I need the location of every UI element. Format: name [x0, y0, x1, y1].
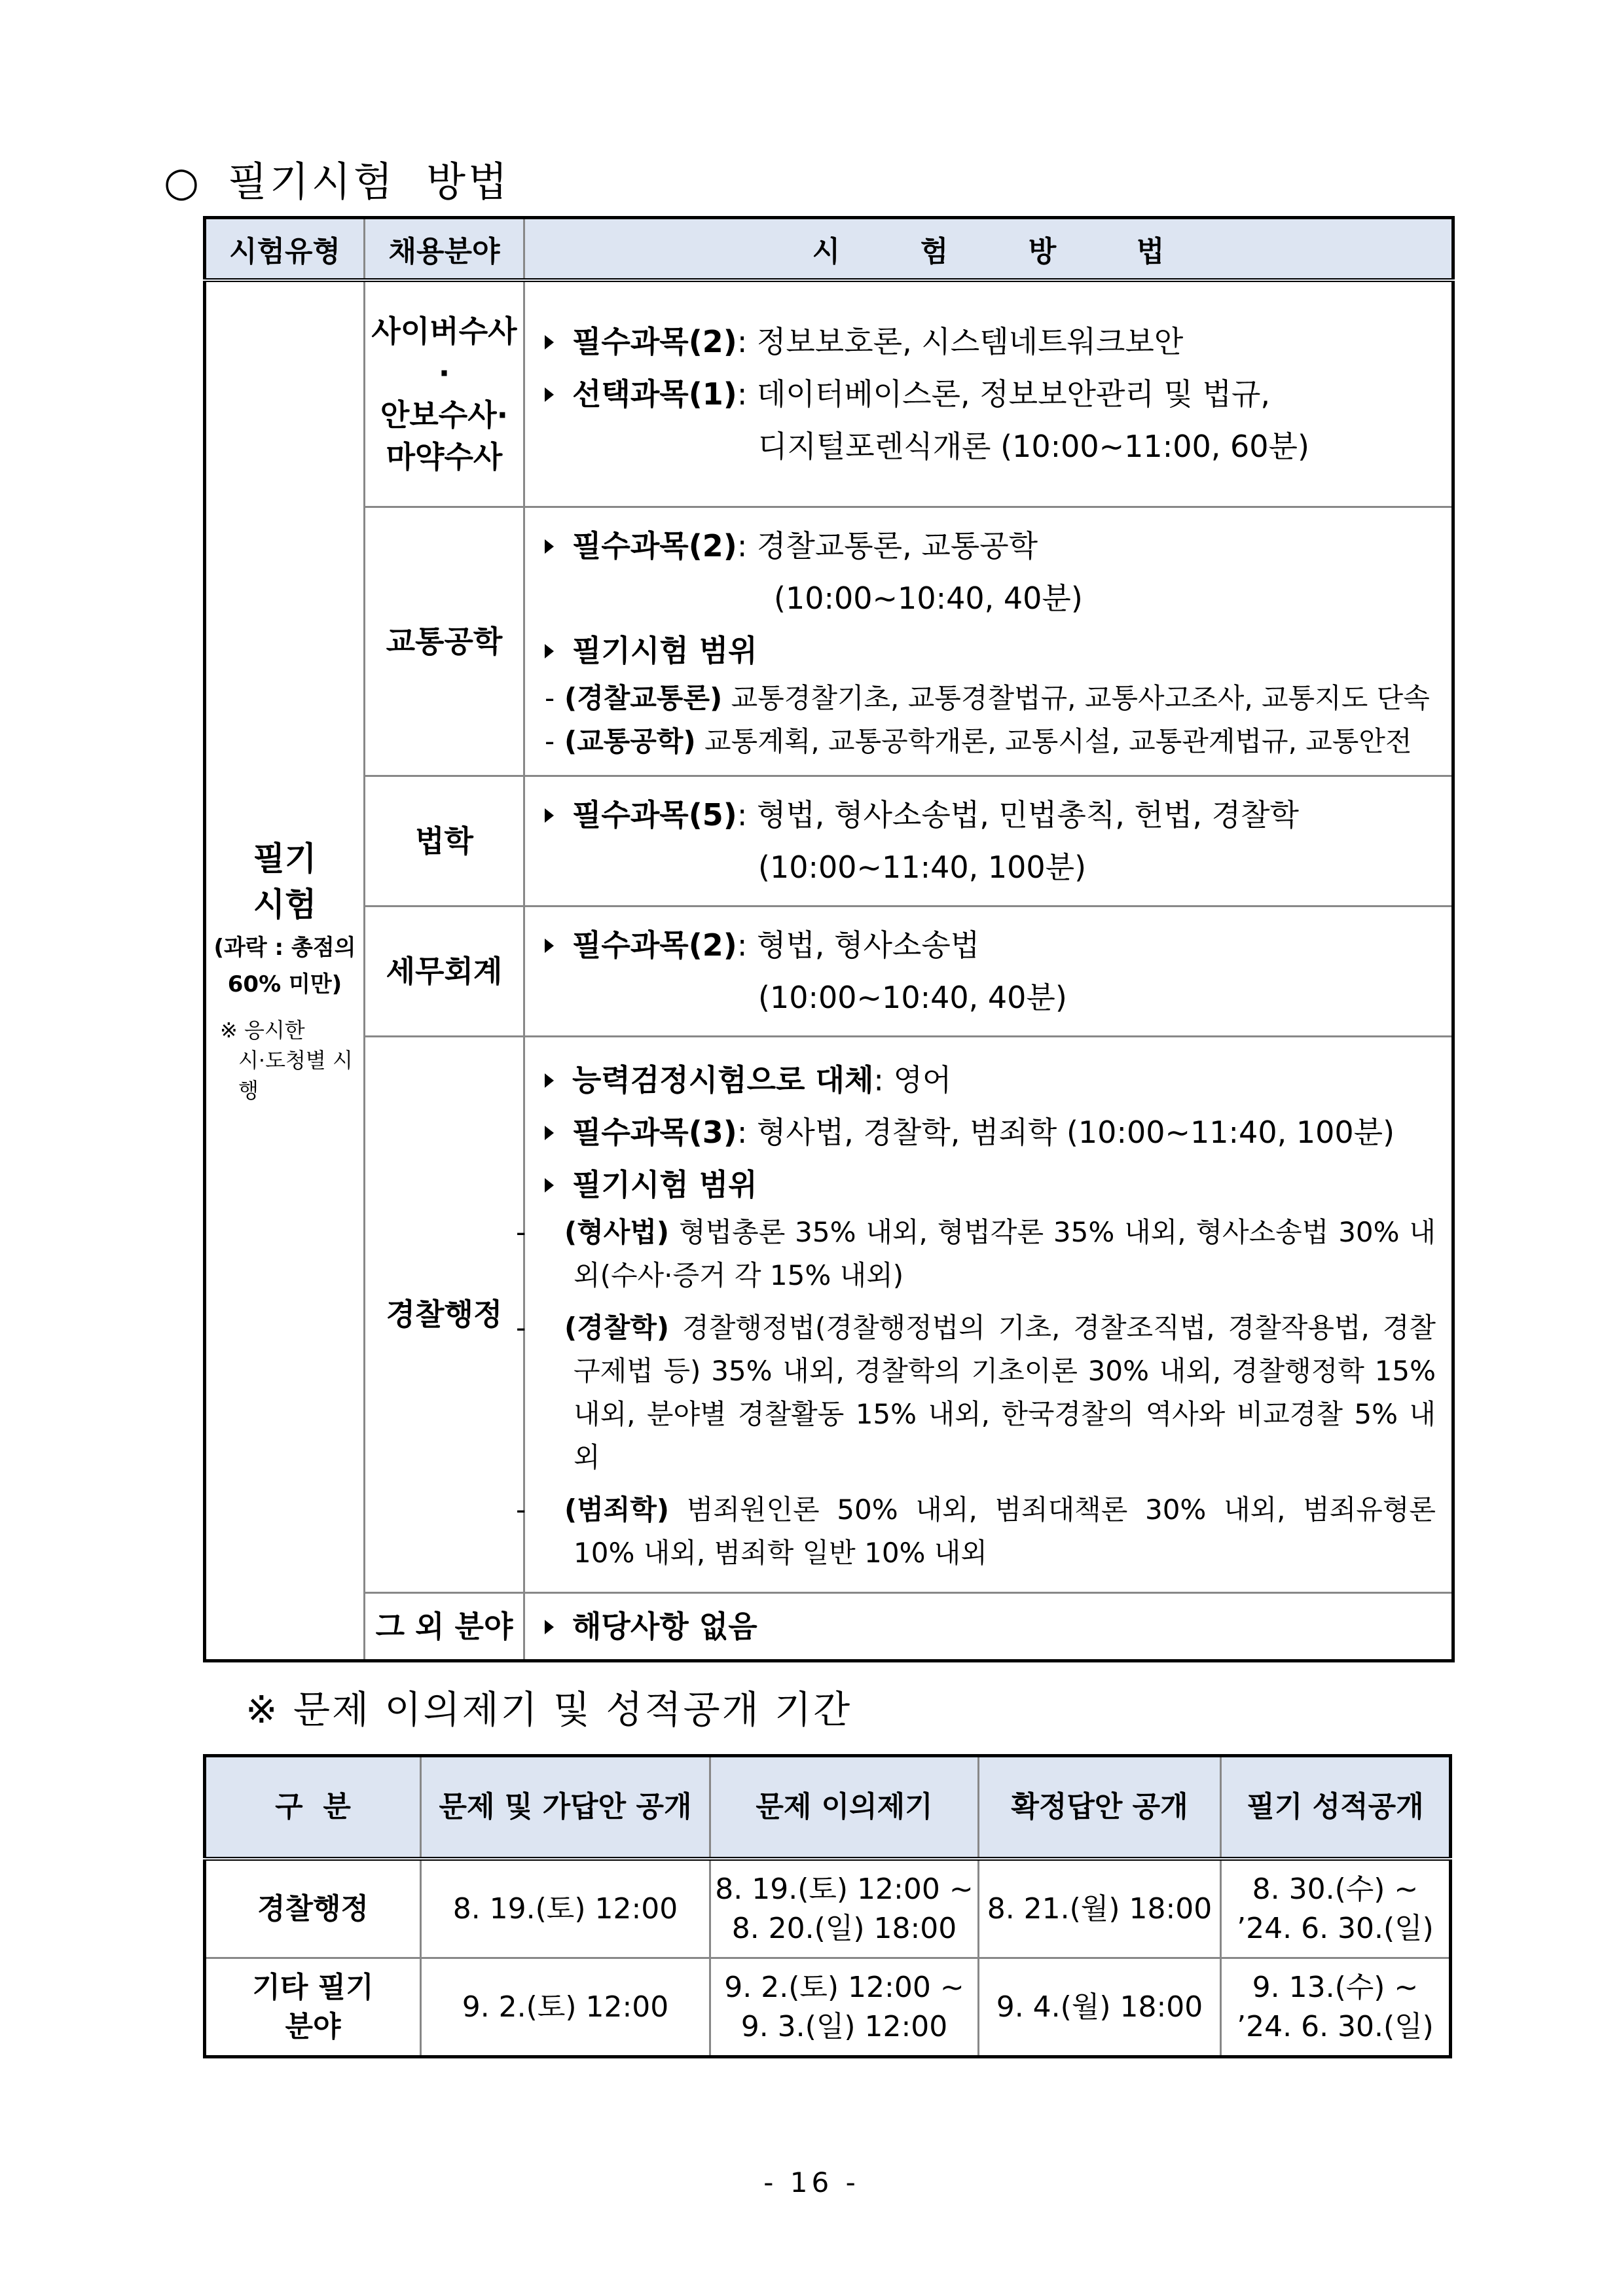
objection-end: 8. 20.(일) 18:00: [731, 1911, 957, 1945]
fail-criteria-1: (과락 : 총점의: [213, 934, 356, 961]
exam-type-cell: [205, 280, 365, 1660]
required-text: : 정보보호론, 시스템네트워크보안: [737, 323, 1184, 359]
scope-text: 교통경찰기초, 교통경찰법규, 교통사고조사, 교통지도 단속: [722, 681, 1430, 714]
scope-line: - (경찰교통론) 교통경찰기초, 교통경찰법규, 교통사고조사, 교통지도 단속: [545, 681, 1430, 714]
required-label: 필수과목(2): [572, 927, 737, 963]
field-police-admin: 경찰행정: [365, 1036, 524, 1592]
triangle-bullet-icon: [545, 1126, 554, 1140]
section-heading-text: 필기시험 방법: [228, 158, 510, 206]
schedule-row-name-line1: 경찰행정: [257, 1892, 369, 1926]
method-line: [545, 1600, 1436, 1653]
method-line: [545, 1158, 1436, 1211]
exam-row-law: [205, 776, 1453, 906]
required-label: 필수과목(3): [572, 1115, 737, 1150]
method-line: [545, 919, 1436, 971]
triangle-bullet-icon: [545, 808, 554, 823]
schedule-table: [203, 1754, 1452, 2058]
schedule-header-answer-release: 문제 및 가답안 공개: [421, 1756, 710, 1859]
method-line: [545, 368, 1436, 420]
circle-bullet-icon: ○: [164, 158, 202, 206]
method-line: (10:00~10:40, 40분): [774, 580, 1083, 616]
schedule-header-category: 구 분: [205, 1756, 421, 1859]
method-police-admin: [516, 1036, 1453, 1592]
schedule-header-objection: 문제 이의제기: [710, 1756, 979, 1859]
scope-line: - (경찰학) 경찰행정법(경찰행정법의 기초, 경찰조직법, 경찰작용법, 경찰구제법 등) 35% 내외, 경찰학의 기초이론 30% 내외, 경찰행정학 15% 내외, 분야별 경찰활동 15% 내외, 한국경찰의 역사와 비교경찰 5% 내외: [516, 1312, 1436, 1473]
field-cyber-line-3: 마약수사: [386, 439, 503, 475]
exam-row-traffic: [205, 507, 1453, 776]
score-release-start: 8. 30.(수) ~: [1252, 1872, 1419, 1906]
schedule-cell-objection: [710, 1958, 979, 2057]
scope-label: 필기시험 범위: [572, 632, 757, 668]
schedule-heading: ※ 문제 이의제기 및 성적공개 기간: [246, 1687, 852, 1732]
objection-start: 9. 2.(토) 12:00 ~: [724, 1970, 964, 2004]
required-label: 필수과목(5): [572, 797, 737, 833]
note-line-2: 시·도청별 시행: [238, 1047, 353, 1103]
page-number: - 16 -: [763, 2166, 860, 2198]
exam-type-title-1: 필기: [253, 839, 317, 878]
triangle-bullet-icon: [545, 1178, 554, 1193]
exam-type-title-2: 시험: [253, 885, 317, 924]
scope-label: 필기시험 범위: [572, 1167, 757, 1202]
method-line: [545, 1106, 1436, 1158]
exam-row-police-admin: [205, 1036, 1453, 1592]
triangle-bullet-icon: [545, 1620, 554, 1634]
schedule-header-final-answer: 확정답안 공개: [979, 1756, 1221, 1859]
schedule-cell-score-release: [1221, 1958, 1451, 2057]
method-line: [545, 789, 1436, 841]
schedule-header-row: [205, 1756, 1451, 1859]
schedule-cell-final-answer: 9. 4.(월) 18:00: [979, 1958, 1221, 2057]
scope-text: 범죄원인론 50% 내외, 범죄대책론 30% 내외, 범죄유형론 10% 내외, 범죄학 일반 10% 내외: [574, 1494, 1436, 1569]
field-other: 그 외 분야: [365, 1592, 524, 1660]
scope-text: 경찰행정법(경찰행정법의 기초, 경찰조직법, 경찰작용법, 경찰구제법 등) 35% 내외, 경찰학의 기초이론 30% 내외, 경찰행정학 15% 내외, 분야별 경찰활동 15% 내외, 한국경찰의 역사와 비교경찰 5% 내외: [574, 1312, 1436, 1473]
method-line: [545, 315, 1436, 368]
schedule-cell-answer-release: 9. 2.(토) 12:00: [421, 1958, 710, 2057]
schedule-header-score-release: 필기 성적공개: [1221, 1756, 1451, 1859]
header-field: 채용분야: [365, 218, 524, 281]
score-release-end: ’24. 6. 30.(일): [1237, 1911, 1434, 1945]
fail-criteria-2: 60% 미만): [227, 971, 342, 997]
required-label: 필수과목(2): [572, 528, 737, 564]
scope-text: 형법총론 35% 내외, 형법각론 35% 내외, 형사소송법 30% 내외(수사·증거 각 15% 내외): [574, 1216, 1436, 1291]
field-cyber-line-2: 안보수사·: [380, 397, 509, 433]
schedule-cell-final-answer: 8. 21.(월) 18:00: [979, 1859, 1221, 1958]
exam-method-table: [203, 216, 1455, 1662]
scope-subject: (경찰교통론): [564, 681, 723, 714]
triangle-bullet-icon: [545, 644, 554, 658]
objection-end: 9. 3.(일) 12:00: [740, 2009, 948, 2043]
method-line: [545, 520, 1436, 572]
exam-row-cyber: [205, 280, 1453, 507]
schedule-row-other: [205, 1958, 1451, 2057]
note-line-1: ※ 응시한: [220, 1017, 305, 1043]
header-method: 시 험 방 법: [524, 218, 1453, 281]
exam-table-header-row: [205, 218, 1453, 281]
scope-subject: (경찰학): [564, 1312, 670, 1344]
field-accounting: 세무회계: [365, 906, 524, 1036]
method-line: 디지털포렌식개론 (10:00~11:00, 60분): [758, 428, 1309, 464]
method-traffic: [524, 507, 1453, 776]
header-exam-type: 시험유형: [205, 218, 365, 281]
scope-line: - (교통공학) 교통계획, 교통공학개론, 교통시설, 교통관계법규, 교통안전: [545, 725, 1412, 757]
schedule-cell-objection: [710, 1859, 979, 1958]
method-cyber: [524, 280, 1453, 507]
triangle-bullet-icon: [545, 939, 554, 953]
field-traffic: 교통공학: [365, 507, 524, 776]
scope-line: - (형사법) 형법총론 35% 내외, 형법각론 35% 내외, 형사소송법 30% 내외(수사·증거 각 15% 내외): [516, 1216, 1436, 1291]
elective-text: : 데이터베이스론, 정보보안관리 및 법규,: [737, 376, 1271, 412]
scope-subject: (범죄학): [564, 1494, 670, 1526]
method-accounting: [524, 906, 1453, 1036]
field-cyber: [365, 280, 524, 507]
required-text: : 형사법, 경찰학, 범죄학 (10:00~11:40, 100분): [737, 1115, 1395, 1150]
method-other: [524, 1592, 1453, 1660]
schedule-row-name-line2: 분야: [285, 2009, 341, 2043]
triangle-bullet-icon: [545, 335, 554, 350]
scope-text: 교통계획, 교통공학개론, 교통시설, 교통관계법규, 교통안전: [695, 725, 1412, 757]
method-line: [545, 624, 1436, 677]
triangle-bullet-icon: [545, 1073, 554, 1088]
method-line: (10:00~10:40, 40분): [758, 979, 1067, 1015]
schedule-row-name: [205, 1958, 421, 2057]
field-law: 법학: [365, 776, 524, 906]
required-text: : 경찰교통론, 교통공학: [737, 528, 1038, 564]
schedule-row-police-admin: [205, 1859, 1451, 1958]
required-text: : 형법, 형사소송법, 민법총칙, 헌법, 경찰학: [737, 797, 1299, 833]
none-label: 해당사항 없음: [572, 1608, 757, 1644]
schedule-row-name: [205, 1859, 421, 1958]
scope-subject: (교통공학): [564, 725, 696, 757]
schedule-row-name-line1: 기타 필기: [252, 1970, 374, 2004]
field-cyber-line-1: 사이버수사·: [371, 313, 517, 391]
replacement-text: : 영어: [873, 1062, 952, 1098]
replacement-label: 능력검정시험으로 대체: [572, 1062, 874, 1098]
schedule-cell-score-release: [1221, 1859, 1451, 1958]
method-line: [545, 1054, 1436, 1106]
elective-label: 선택과목(1): [572, 376, 737, 412]
score-release-end: ’24. 6. 30.(일): [1237, 2009, 1434, 2043]
method-law: [524, 776, 1453, 906]
triangle-bullet-icon: [545, 387, 554, 402]
scope-subject: (형사법): [564, 1216, 670, 1248]
method-line: (10:00~11:40, 100분): [758, 849, 1087, 885]
score-release-start: 9. 13.(수) ~: [1252, 1970, 1419, 2004]
triangle-bullet-icon: [545, 539, 554, 554]
exam-row-other: [205, 1592, 1453, 1660]
required-label: 필수과목(2): [572, 323, 737, 359]
exam-row-accounting: [205, 906, 1453, 1036]
objection-start: 8. 19.(토) 12:00 ~: [715, 1872, 974, 1906]
section-heading: [164, 149, 510, 207]
scope-line: - (범죄학) 범죄원인론 50% 내외, 범죄대책론 30% 내외, 범죄유형론 10% 내외, 범죄학 일반 10% 내외: [516, 1494, 1436, 1569]
schedule-cell-answer-release: 8. 19.(토) 12:00: [421, 1859, 710, 1958]
required-text: : 형법, 형사소송법: [737, 927, 980, 963]
